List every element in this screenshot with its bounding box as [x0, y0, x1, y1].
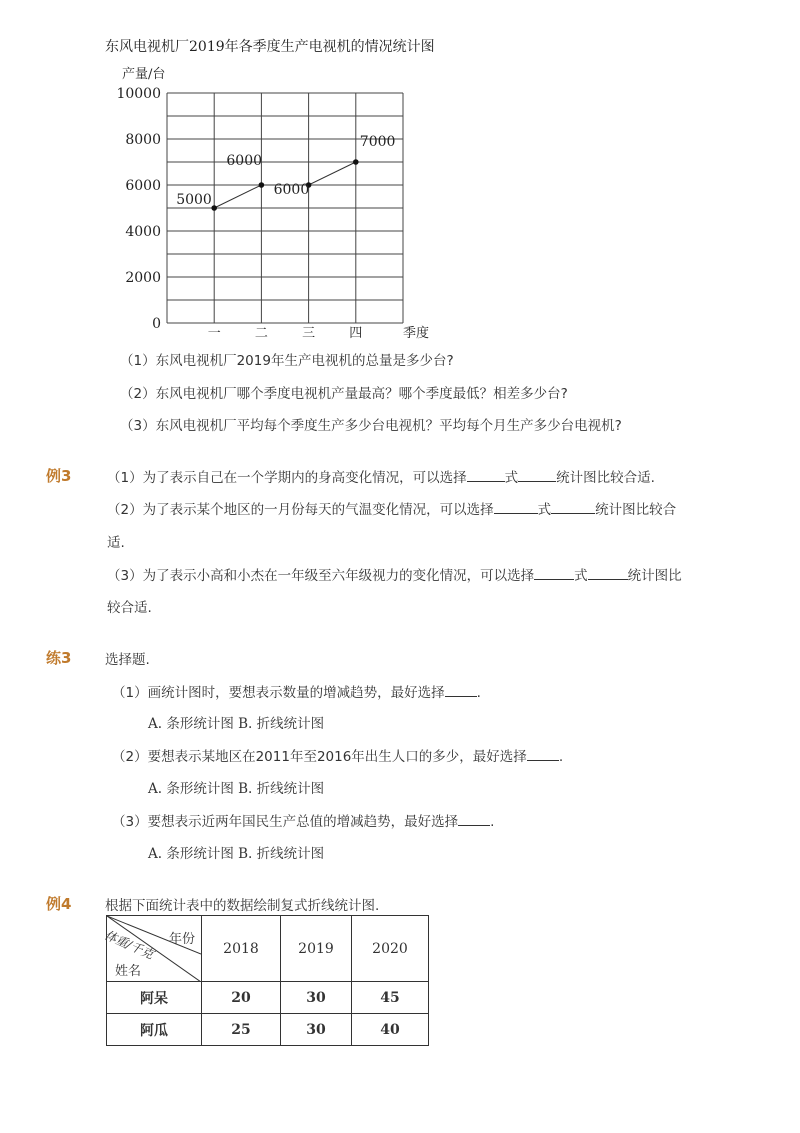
chart-data-labels [176, 134, 395, 208]
y-tick-label: 2000 [125, 270, 161, 286]
option-a-text[interactable]: 条形统计图 [166, 716, 234, 732]
year-cell: 2020 [352, 916, 429, 982]
chart-question-1: （1）东风电视机厂2019年生产电视机的总量是多少台? [120, 353, 454, 369]
example-4-tag: 例4 [46, 895, 72, 913]
option-a-letter: A. [148, 846, 163, 862]
table-row [107, 1014, 429, 1046]
y-tick-label: 10000 [116, 86, 161, 102]
line-chart [115, 85, 445, 340]
chart-grid-horizontal [167, 93, 403, 323]
name-cell: 阿瓜 [107, 1014, 202, 1046]
chart-x-ticks [208, 326, 363, 340]
value-cell: 30 [281, 982, 352, 1014]
example-3-tag: 例3 [46, 467, 72, 485]
answer-blank[interactable] [494, 499, 538, 514]
pr3-q1-text: （1）画统计图时，要想表示数量的增减趋势，最好选择 [112, 685, 445, 701]
example-3-question-3-cont: 较合适. [107, 600, 152, 616]
value-cell: 20 [202, 982, 281, 1014]
option-b-letter: B. [238, 716, 253, 732]
option-a-letter: A. [148, 716, 163, 732]
example-3-question-3 [107, 564, 682, 584]
option-b-text[interactable]: 折线统计图 [256, 846, 325, 862]
answer-blank[interactable] [445, 682, 477, 697]
practice-3-options-1 [148, 712, 324, 732]
answer-blank[interactable] [458, 811, 490, 826]
ex3-q2-text: （2）为了表示某个地区的一月份每天的气温变化情况，可以选择 [107, 502, 494, 518]
answer-blank[interactable] [534, 565, 574, 580]
ex3-q3-mid: 式 [574, 568, 588, 584]
answer-blank[interactable] [588, 565, 628, 580]
pr3-q3-period: . [490, 814, 495, 830]
answer-blank[interactable] [527, 746, 559, 761]
chart-x-axis-label: 季度 [403, 326, 430, 340]
chart-y-ticks [116, 86, 161, 332]
header-name-label: 姓名 [115, 964, 142, 979]
practice-3-intro: 选择题. [105, 652, 150, 668]
practice-3-options-2 [148, 777, 324, 797]
x-tick-label: 二 [254, 326, 268, 340]
pr3-q3-text: （3）要想表示近两年国民生产总值的增减趋势，最好选择 [112, 814, 459, 830]
x-tick-label: 三 [302, 326, 316, 340]
weight-table [102, 915, 429, 1046]
chart-question-3: （3）东风电视机厂平均每个季度生产多少台电视机？平均每个月生产多少台电视机? [120, 418, 622, 434]
option-a-text[interactable]: 条形统计图 [166, 846, 234, 862]
ex3-q1-mid: 式 [504, 470, 519, 486]
y-tick-label: 6000 [125, 178, 161, 194]
value-cell: 25 [202, 1014, 281, 1046]
value-cell: 45 [352, 982, 429, 1014]
pr3-q2-period: . [558, 749, 564, 765]
example-3-question-2 [107, 498, 676, 518]
table-row [107, 982, 429, 1014]
option-b-letter: B. [238, 846, 253, 862]
y-tick-label: 8000 [125, 132, 161, 148]
data-point [353, 159, 359, 165]
ex3-q2-mid: 式 [537, 502, 552, 518]
chart-question-2: （2）东风电视机厂哪个季度电视机产量最高？哪个季度最低？相差多少台? [120, 386, 568, 402]
practice-3-question-1 [112, 681, 481, 701]
data-point [211, 205, 217, 211]
practice-3-options-3 [148, 842, 324, 862]
option-a-letter: A. [148, 781, 163, 797]
table-header-row [107, 916, 429, 982]
example-3-question-1 [107, 466, 655, 486]
answer-blank[interactable] [551, 499, 595, 514]
data-label: 6000 [226, 153, 263, 169]
ex3-q3-text: （3）为了表示小高和小杰在一年级至六年级视力的变化情况，可以选择 [107, 568, 535, 584]
diagonal-header-cell [102, 916, 202, 982]
data-label: 7000 [359, 134, 396, 150]
chart-title: 东风电视机厂2019年各季度生产电视机的情况统计图 [105, 39, 435, 55]
x-tick-label: 一 [207, 326, 221, 340]
ex3-q1-end: 统计图比较合适. [556, 470, 655, 486]
answer-blank[interactable] [518, 467, 556, 482]
x-tick-label: 四 [349, 326, 363, 340]
example-3-question-2-cont: 适. [107, 535, 125, 551]
value-cell: 40 [352, 1014, 429, 1046]
answer-blank[interactable] [467, 467, 505, 482]
option-a-text[interactable]: 条形统计图 [166, 781, 234, 797]
y-tick-label: 0 [152, 316, 161, 332]
value-cell: 30 [281, 1014, 352, 1046]
option-b-text[interactable]: 折线统计图 [256, 781, 325, 797]
data-label: 6000 [273, 182, 310, 198]
practice-3-tag: 练3 [46, 649, 72, 667]
option-b-text[interactable]: 折线统计图 [256, 716, 325, 732]
header-year-label: 年份 [168, 932, 195, 947]
option-b-letter: B. [238, 781, 253, 797]
year-cell: 2019 [281, 916, 352, 982]
data-label: 5000 [176, 192, 212, 208]
ex3-q1-text: （1）为了表示自己在一个学期内的身高变化情况，可以选择 [107, 470, 467, 486]
name-cell: 阿呆 [107, 982, 202, 1014]
practice-3-question-3 [112, 810, 494, 830]
pr3-q1-period: . [476, 685, 481, 701]
ex3-q3-end: 统计图比 [627, 568, 682, 584]
y-tick-label: 4000 [125, 224, 161, 240]
practice-3-question-2 [112, 745, 563, 765]
data-point [259, 182, 265, 188]
chart-y-axis-label: 产量/台 [122, 67, 166, 82]
example-4-text: 根据下面统计表中的数据绘制复式折线统计图. [105, 898, 380, 914]
ex3-q2-end: 统计图比较合 [595, 502, 677, 518]
header-weight-label: 体重/千克 [102, 927, 156, 962]
year-cell: 2018 [202, 916, 281, 982]
pr3-q2-text: （2）要想表示某地区在2011年至2016年出生人口的多少，最好选择 [112, 749, 527, 765]
